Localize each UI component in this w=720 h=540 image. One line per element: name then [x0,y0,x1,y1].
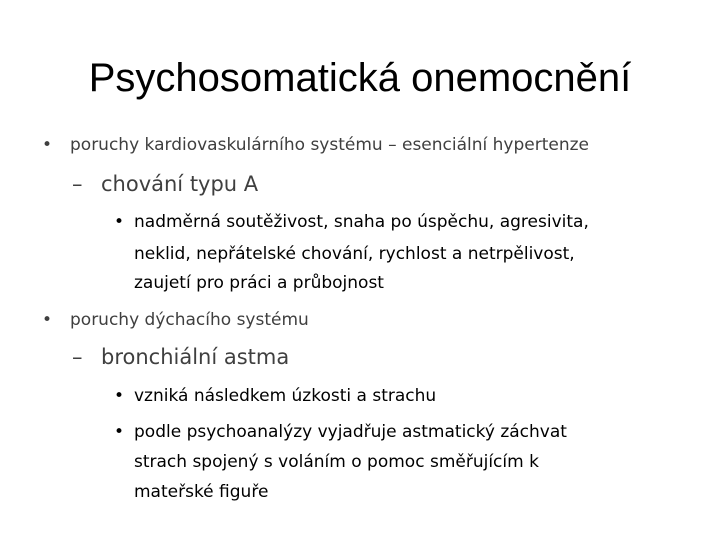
point-line: nadměrná soutěživost, snaha po úspěchu, agresivita, [134,212,589,232]
point-line: neklid, nepřátelské chování, rychlost a netrpělivost, [134,244,575,264]
point-line: zaujetí pro práci a průbojnost [134,273,384,293]
bullet-item-respiratory: poruchy dýchacího systému [70,310,309,330]
sub-item-asthma: bronchiální astma [101,345,290,369]
bullet-item-cardiovascular: poruchy kardiovaskulárního systému – esenciální hypertenze [70,135,590,155]
bullet-icon: • [42,310,53,330]
sub-item-type-a: chování typu A [101,172,259,196]
bullet-icon: • [114,422,125,442]
slide-title: Psychosomatická onemocnění [88,56,632,100]
point-line: strach spojený s voláním o pomoc směřujícím k [134,452,539,472]
point-line: podle psychoanalýzy vyjadřuje astmatický záchvat [134,422,567,442]
point-line: mateřské figuře [134,482,269,502]
bullet-icon: • [114,386,125,406]
bullet-icon: • [114,212,125,232]
point-line: vzniká následkem úzkosti a strachu [134,386,437,406]
bullet-icon: • [42,135,53,155]
dash-icon: – [72,172,83,196]
dash-icon: – [72,345,83,369]
